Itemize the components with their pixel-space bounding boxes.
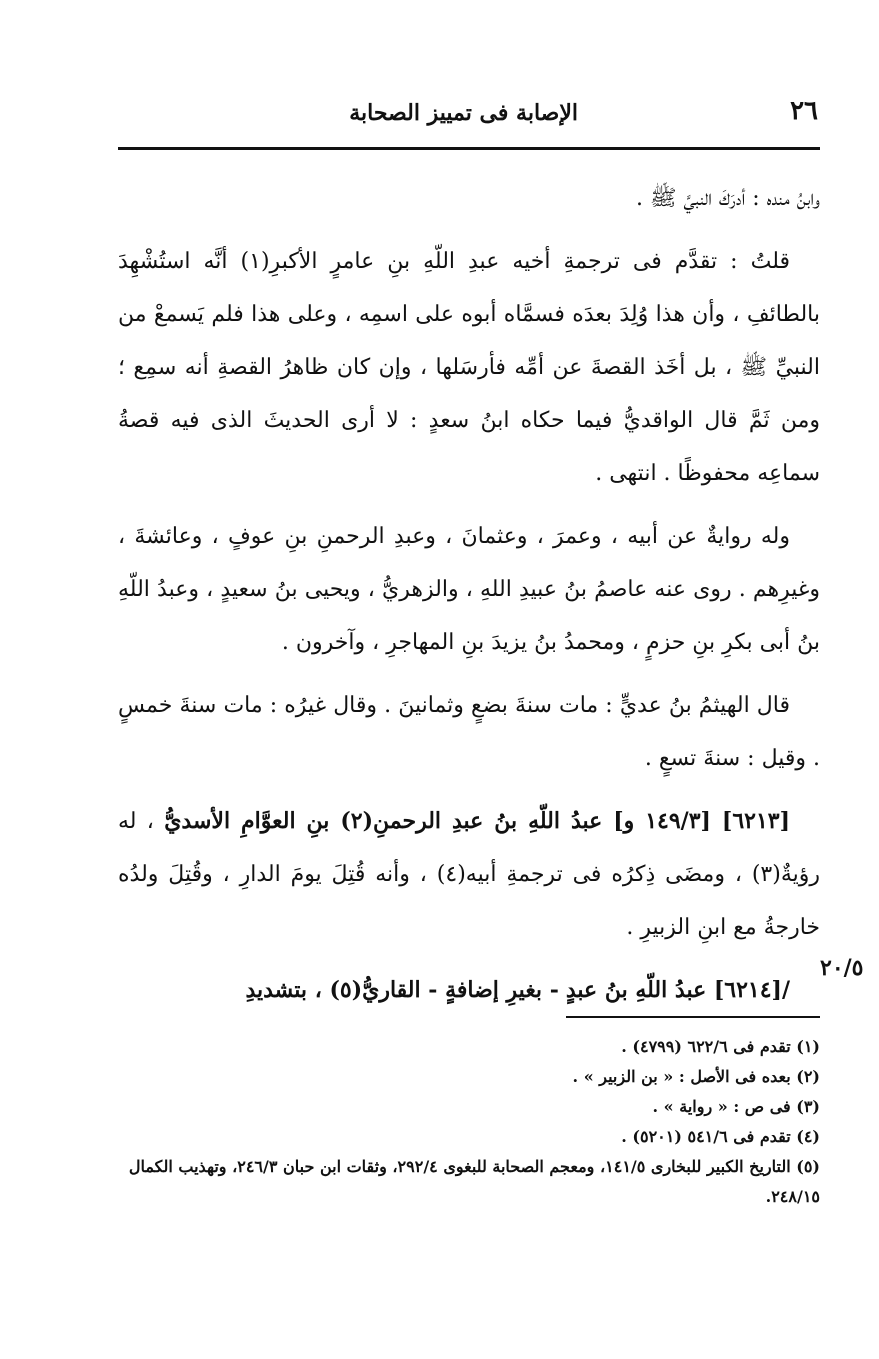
paragraph-1: وابنُ منده : أدرَكَ النبيَّ ﷺ . bbox=[635, 186, 820, 211]
footnotes bbox=[118, 1032, 820, 1212]
footnote-4: (٤) تقدم فى ٥٤١/٦ (٥٢٠١) . bbox=[621, 1127, 820, 1146]
margin-reference: ٢٠/٥ bbox=[820, 955, 864, 981]
running-title: الإصابة فى تمييز الصحابة bbox=[349, 100, 578, 126]
entry-6213-heading: [٦٢١٣] [١٤٩/٣ و] عبدُ اللّهِ بنُ عبدِ الرحمنِ(٢) بنِ العوَّامِ الأسديُّ bbox=[164, 808, 790, 834]
entry-6214-text: - بغيرِ إضافةٍ - القاريُّ(٥) ، بتشديدِ bbox=[245, 977, 559, 1003]
main-text bbox=[118, 172, 820, 1027]
paragraph-3: وله روايةٌ عن أبيه ، وعمرَ ، وعثمانَ ، وعبدِ الرحمنِ بنِ عوفٍ ، وعائشةَ ، وغيرِهم . روى عنه عاصمُ بنُ عبيدِ اللهِ ، والزهريُّ ، ويحيى بنُ سعيدٍ ، وعبدُ اللّهِ بنُ أبى بكرِ بنِ حزمٍ ، ومحمدُ بنُ يزيدَ بنِ المهاجرِ ، وآخرون . bbox=[118, 524, 820, 655]
entry-6214-heading: /[٦٢١٤] عبدُ اللّهِ بنُ عبدٍ bbox=[565, 977, 790, 1003]
page-number: ٢٦ bbox=[790, 96, 818, 126]
paragraph-2: قلتُ : تقدَّم فى ترجمةِ أخيه عبدِ اللّهِ بنِ عامرٍ الأكبرِ(١) أنَّه استُشْهِدَ بالطائفِ ، وأن هذا وُلِدَ بعدَه فسمَّاه أبوه على اسمِه ، وعلى هذا فلم يَسمعْ من النبيِّ ﷺ ، بل أخَذ القصةَ عن أمِّه فأرسَلها ، وإن كان ظاهرُ القصةِ أنه سمِع ؛ ومن ثَمَّ قال الواقديُّ فيما حكاه ابنُ سعدٍ : لا أرى الحديثَ الذى فيه قصةُ سماعِه محفوظًا . انتهى . bbox=[118, 249, 820, 486]
footnote-rule bbox=[566, 1016, 820, 1018]
footnote-1: (١) تقدم فى ٦٢٢/٦ (٤٧٩٩) . bbox=[621, 1037, 820, 1056]
entry-6214 bbox=[118, 964, 820, 1017]
footnote-2: (٢) بعده فى الأصل : « بن الزبير » . bbox=[572, 1067, 820, 1086]
header-rule bbox=[118, 147, 820, 150]
entry-6213-text: ، له رؤيةٌ(٣) ، ومضَى ذِكرُه فى ترجمةِ أبيه(٤) ، وأنه قُتِلَ يومَ الدارِ ، وقُتِلَ ولدُه خارجةُ مع ابنِ الزبيرِ . bbox=[118, 809, 820, 940]
paragraph-4: قال الهيثمُ بنُ عديٍّ : مات سنةَ بضعٍ وثمانينَ . وقال غيرُه : مات سنةَ خمسٍ . وقيل : سنةَ تسعٍ . bbox=[118, 693, 820, 771]
page-header bbox=[118, 96, 818, 136]
entry-6213 bbox=[118, 795, 820, 954]
footnote-5: (٥) التاريخ الكبير للبخارى ١٤١/٥، ومعجم الصحابة للبغوى ٢٩٢/٤، وثقات ابن حبان ٢٤٦/٣، وتهذيب الكمال ٢٤٨/١٥. bbox=[128, 1157, 820, 1206]
footnote-3: (٣) فى ص : « رواية » . bbox=[652, 1097, 820, 1116]
